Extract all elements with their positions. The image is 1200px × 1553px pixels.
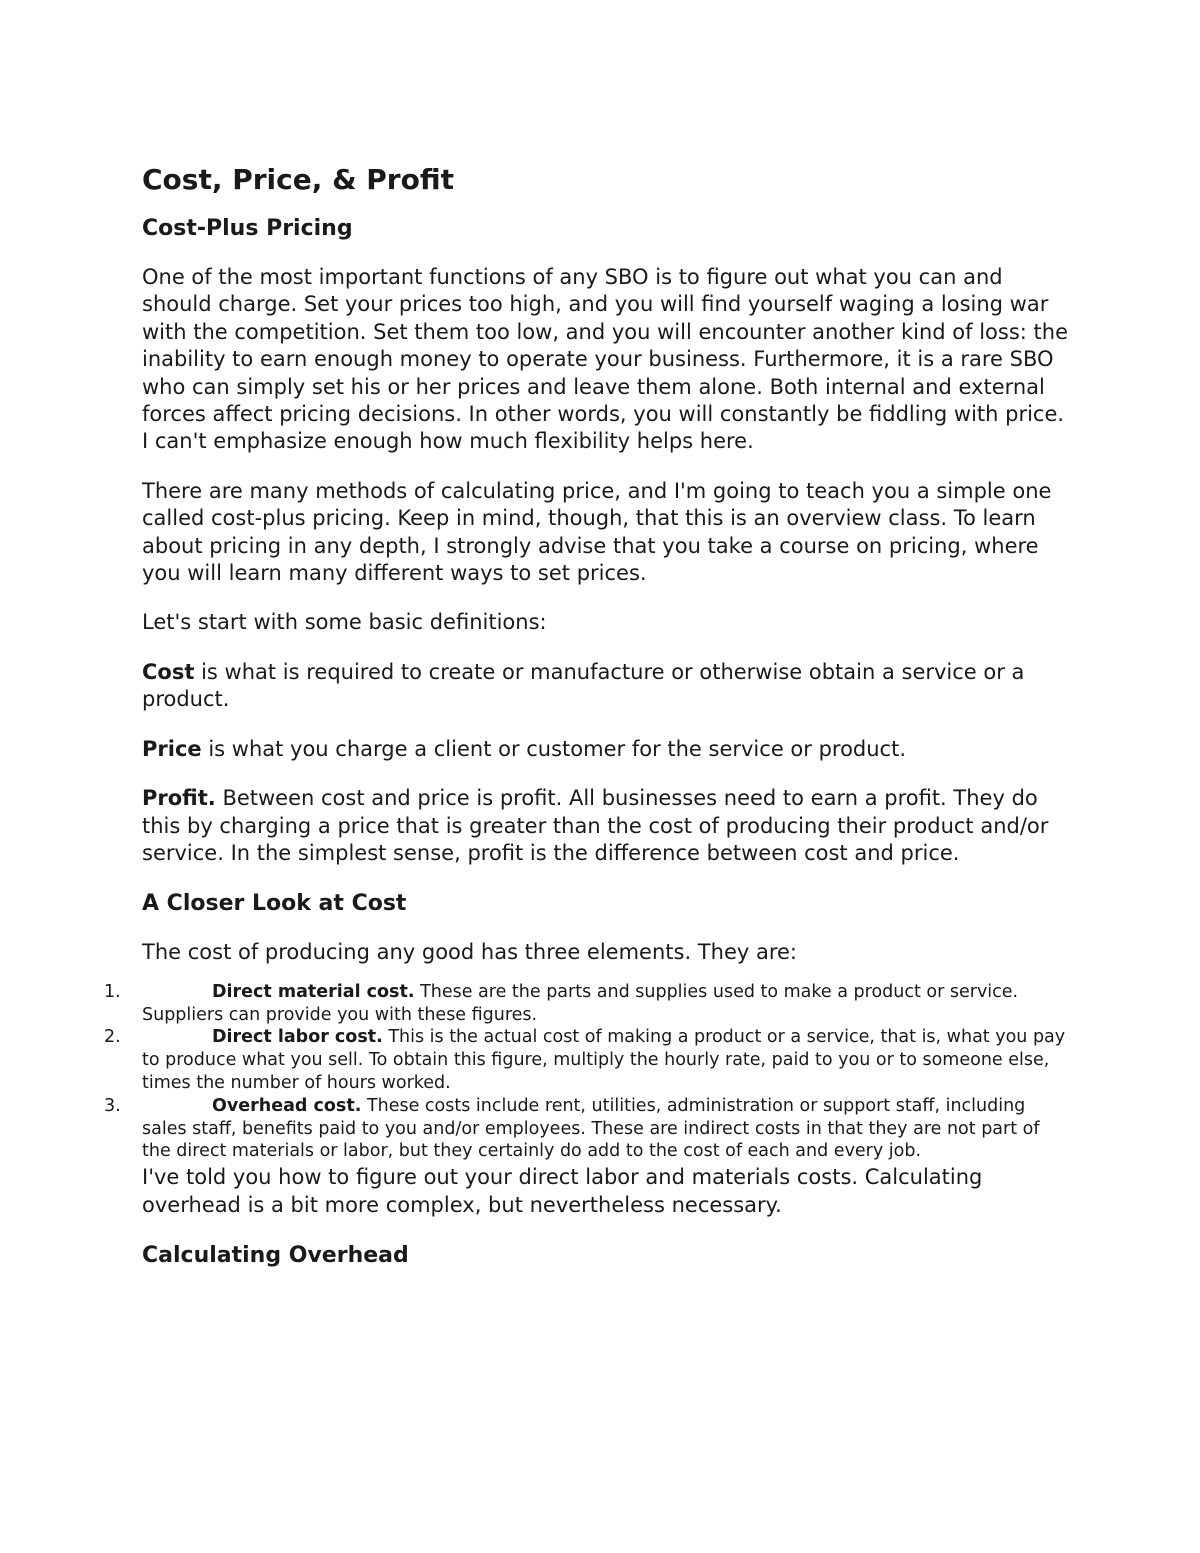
definition-text: is what you charge a client or customer for the service or product. [201,736,907,761]
section-heading-calculating-overhead: Calculating Overhead [142,1242,409,1268]
definition-text: is what is required to create or manufacture or otherwise obtain a service or a product. [142,659,1025,712]
list-number: 2. [104,1027,121,1048]
list-text: These are the parts and supplies used to make a product or service. Suppliers can provide you with these figures. [142,981,1019,1025]
definition-term: Profit. [142,786,216,811]
section-heading-closer-look-at-cost: A Closer Look at Cost [142,891,407,917]
list-term: Direct material cost. [212,981,415,1002]
definition-cost [142,659,1072,714]
paragraph-intro: One of the most important functions of any SBO is to figure out what you can and should charge. Set your prices too high, and you will find yourself waging a losing war with the competition. Set them too low, and you will encounter another kind of loss: the inability to earn enough money to operate your business. Furthermore, it is a rare SBO who can simply set his or her prices and leave them alone. Both internal and external forces affect pricing decisions. In other words, you will constantly be fiddling with price. I can't emphasize enough how much flexibility helps here. [142,265,1068,454]
paragraph-definitions-intro: Let's start with some basic definitions: [142,610,547,635]
cost-elements-list [104,981,1072,1163]
list-item [104,981,1072,1027]
list-number: 1. [104,981,121,1002]
list-item [104,1026,1072,1094]
list-number: 3. [104,1095,121,1116]
list-text: These costs include rent, utilities, administration or support staff, including sales staff, benefits paid to you and/or employees. These are indirect costs in that they are not part of the direct materials or labor, but they certainly do add to the cost of each and every job. [142,1095,1040,1162]
document-title: Cost, Price, & Profit [142,163,454,196]
paragraph-overhead-intro: I've told you how to figure out your direct labor and materials costs. Calculating overhead is a bit more complex, but nevertheless necessary. [142,1165,983,1217]
document-page [104,160,1072,1291]
paragraph-elements-intro: The cost of producing any good has three elements. They are: [142,940,797,965]
definition-text: Between cost and price is profit. All businesses need to earn a profit. They do this by charging a price that is greater than the cost of producing their product and/or service. In the simplest sense, profit is the difference between cost and price. [142,786,1049,865]
section-heading-cost-plus-pricing: Cost-Plus Pricing [142,216,353,241]
paragraph-methods: There are many methods of calculating price, and I'm going to teach you a simple one called cost-plus pricing. Keep in mind, though, that this is an overview class. To learn about pricing in any depth, I strongly advise that you take a course on pricing, where you will learn many different ways to set prices. [142,478,1052,586]
list-item [104,1095,1072,1163]
definition-price [142,736,1072,763]
definition-term: Cost [142,659,195,684]
definition-profit [142,785,1072,867]
list-term: Overhead cost. [212,1095,362,1116]
list-term: Direct labor cost. [212,1027,383,1048]
list-text: This is the actual cost of making a product or a service, that is, what you pay to produce what you sell. To obtain this figure, multiply the hourly rate, paid to you or to someone else, times the number of hours worked. [142,1027,1066,1093]
definition-term: Price [142,736,202,761]
